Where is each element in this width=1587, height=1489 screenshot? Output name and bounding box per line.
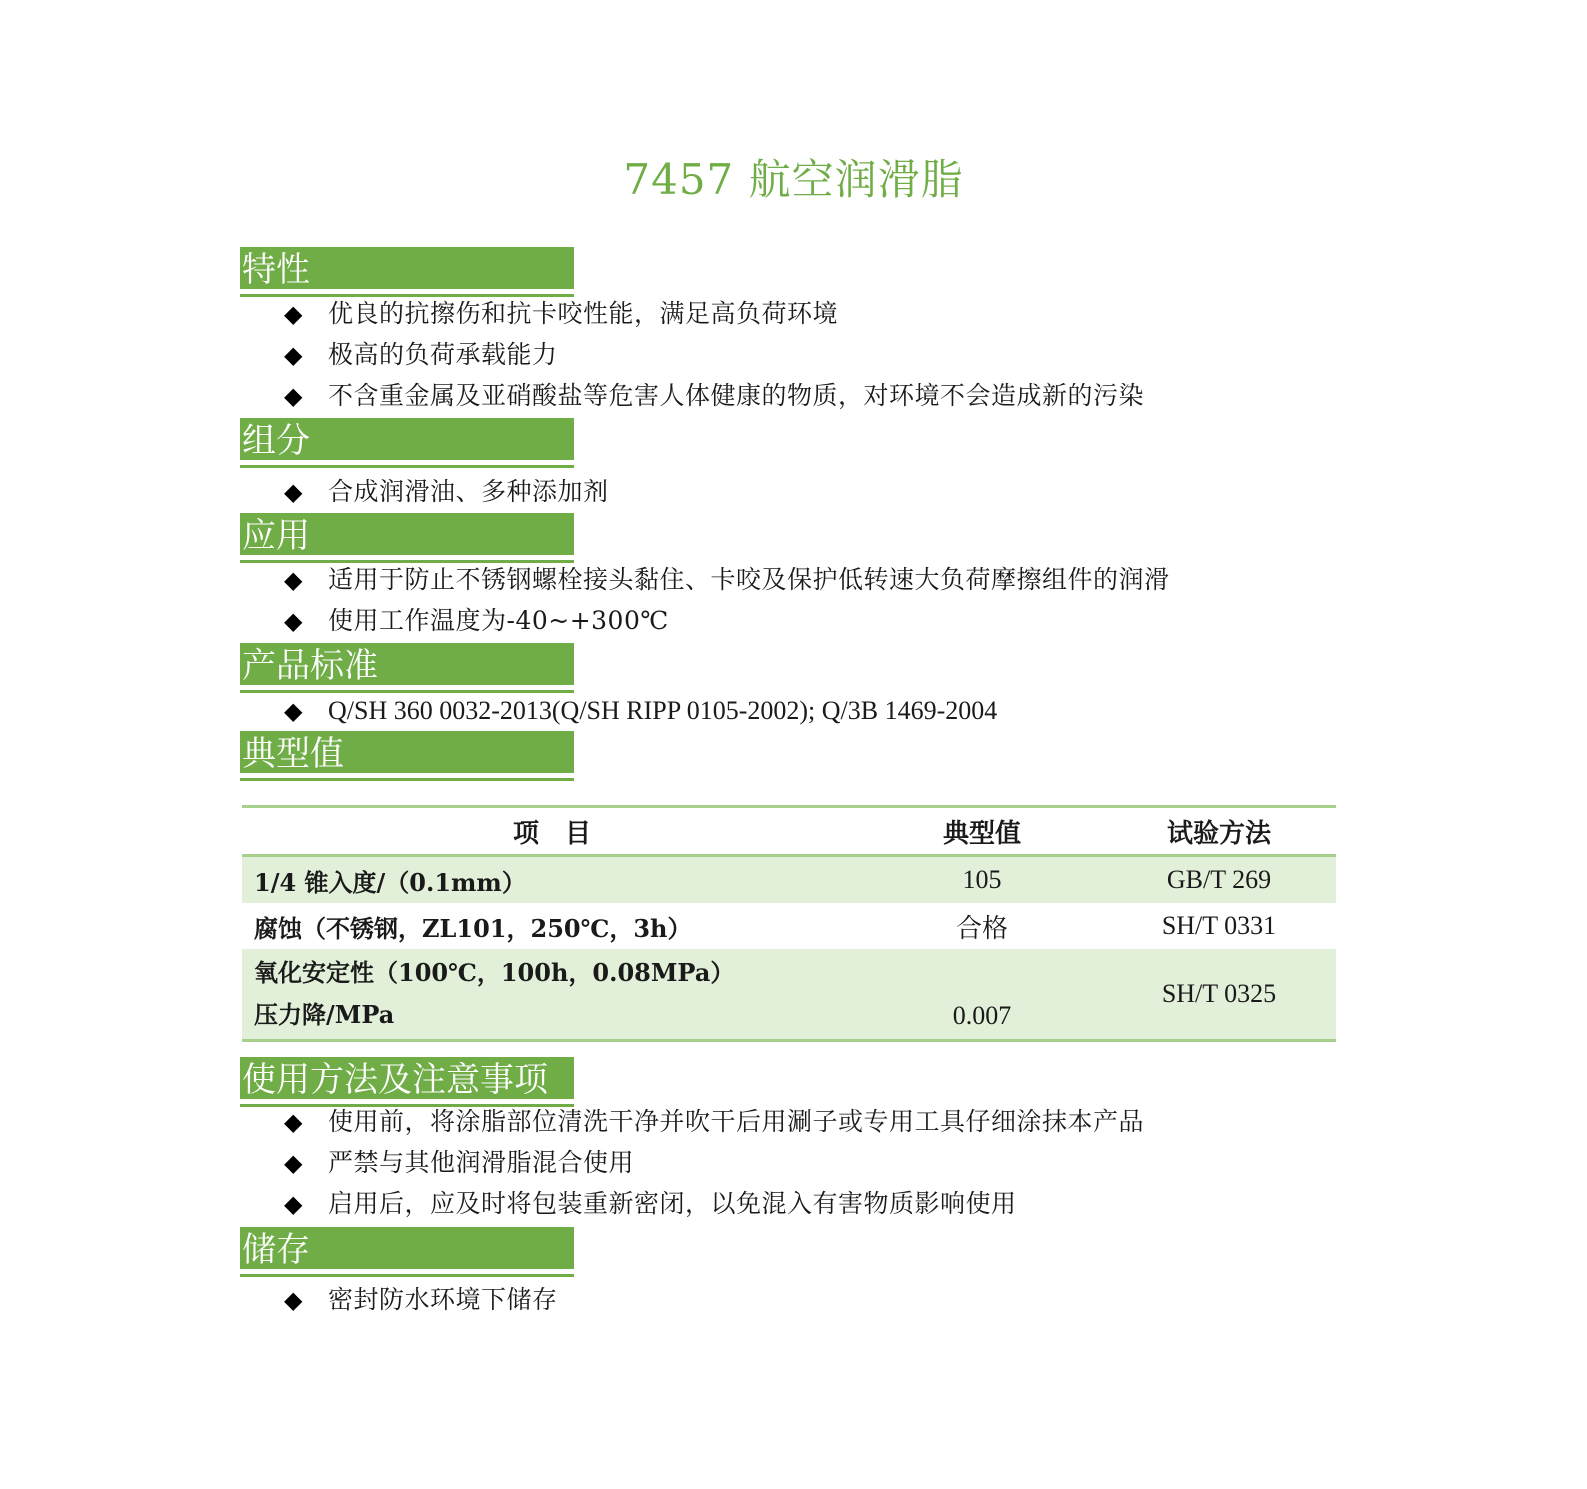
list-item-text: 使用前，将涂脂部位清洗干净并吹干后用涮子或专用工具仔细涂抹本产品 [328,1107,1145,1136]
list-item [284,376,1144,416]
diamond-bullet-icon: ◆ [284,1190,303,1218]
list-item [284,601,669,641]
table-cell-item [242,949,862,1039]
diamond-bullet-icon: ◆ [284,478,303,506]
diamond-bullet-icon: ◆ [284,1108,303,1136]
section-header-standard: 产品标准 [240,643,574,685]
section-header-application: 应用 [240,513,574,555]
table-cell-item-line1: 氧化安定性（100℃，100h，0.08MPa） [254,958,735,987]
table-cell-item: 腐蚀（不锈钢，ZL101，250℃，3h） [254,913,692,943]
section-header-composition: 组分 [240,418,574,460]
table-row [242,949,1336,1039]
list-item-text: 合成润滑油、多种添加剂 [328,477,609,506]
table-cell-value: 0.007 [952,1001,1012,1030]
diamond-bullet-icon: ◆ [284,341,303,369]
table-cell-item: 1/4 锥入度/（0.1mm） [254,867,526,897]
list-item-text: 严禁与其他润滑脂混合使用 [328,1148,635,1177]
table-cell-value: 105 [962,865,1002,894]
list-item-text: 极高的负荷承载能力 [328,340,558,369]
section-header-storage: 储存 [240,1227,574,1269]
list-item-text: 优良的抗擦伤和抗卡咬性能，满足高负荷环境 [328,299,839,328]
list-item [284,294,838,334]
list-item [284,1184,1017,1224]
list-item [284,335,558,375]
table-header-method: 试验方法 [1166,818,1271,849]
table-row [242,857,1336,903]
diamond-bullet-icon: ◆ [284,566,303,594]
diamond-bullet-icon: ◆ [284,607,303,635]
table-cell-method: GB/T 269 [1166,865,1272,894]
diamond-bullet-icon: ◆ [284,1149,303,1177]
diamond-bullet-icon: ◆ [284,1286,303,1314]
list-item [284,1143,634,1183]
document-title: 7457 航空润滑脂 [623,155,964,204]
list-item [284,472,609,512]
list-item [284,1280,558,1320]
list-item-text: 启用后，应及时将包装重新密闭，以免混入有害物质影响使用 [328,1189,1017,1218]
section-header-usage: 使用方法及注意事项 [240,1057,574,1099]
list-item-text: 密封防水环境下储存 [328,1285,558,1314]
list-item-text: 适用于防止不锈钢螺栓接头黏住、卡咬及保护低转速大负荷摩擦组件的润滑 [328,565,1170,594]
typical-values-table [242,805,1336,1042]
table-header-row [242,808,1336,857]
diamond-bullet-icon: ◆ [284,697,303,725]
diamond-bullet-icon: ◆ [284,300,303,328]
list-item-text: 使用工作温度为-40~+300℃ [328,606,669,635]
diamond-bullet-icon: ◆ [284,382,303,410]
table-row [242,903,1336,949]
list-item-text: 不含重金属及亚硝酸盐等危害人体健康的物质，对环境不会造成新的污染 [328,381,1145,410]
list-item [284,691,997,731]
list-item [284,1102,1144,1142]
table-cell-method: SH/T 0331 [1161,911,1277,940]
table-header-item: 项 目 [512,818,591,849]
table-cell-method: SH/T 0325 [1161,979,1277,1008]
table-cell-value: 合格 [955,913,1008,943]
list-item-text: Q/SH 360 0032-2013(Q/SH RIPP 0105-2002); Q/3B 1469-2004 [328,696,998,725]
section-header-features: 特性 [240,247,574,289]
table-header-value: 典型值 [942,818,1021,849]
section-header-typical: 典型值 [240,731,574,773]
table-cell-item-line2: 压力降/MPa [254,1000,395,1029]
list-item [284,560,1170,600]
